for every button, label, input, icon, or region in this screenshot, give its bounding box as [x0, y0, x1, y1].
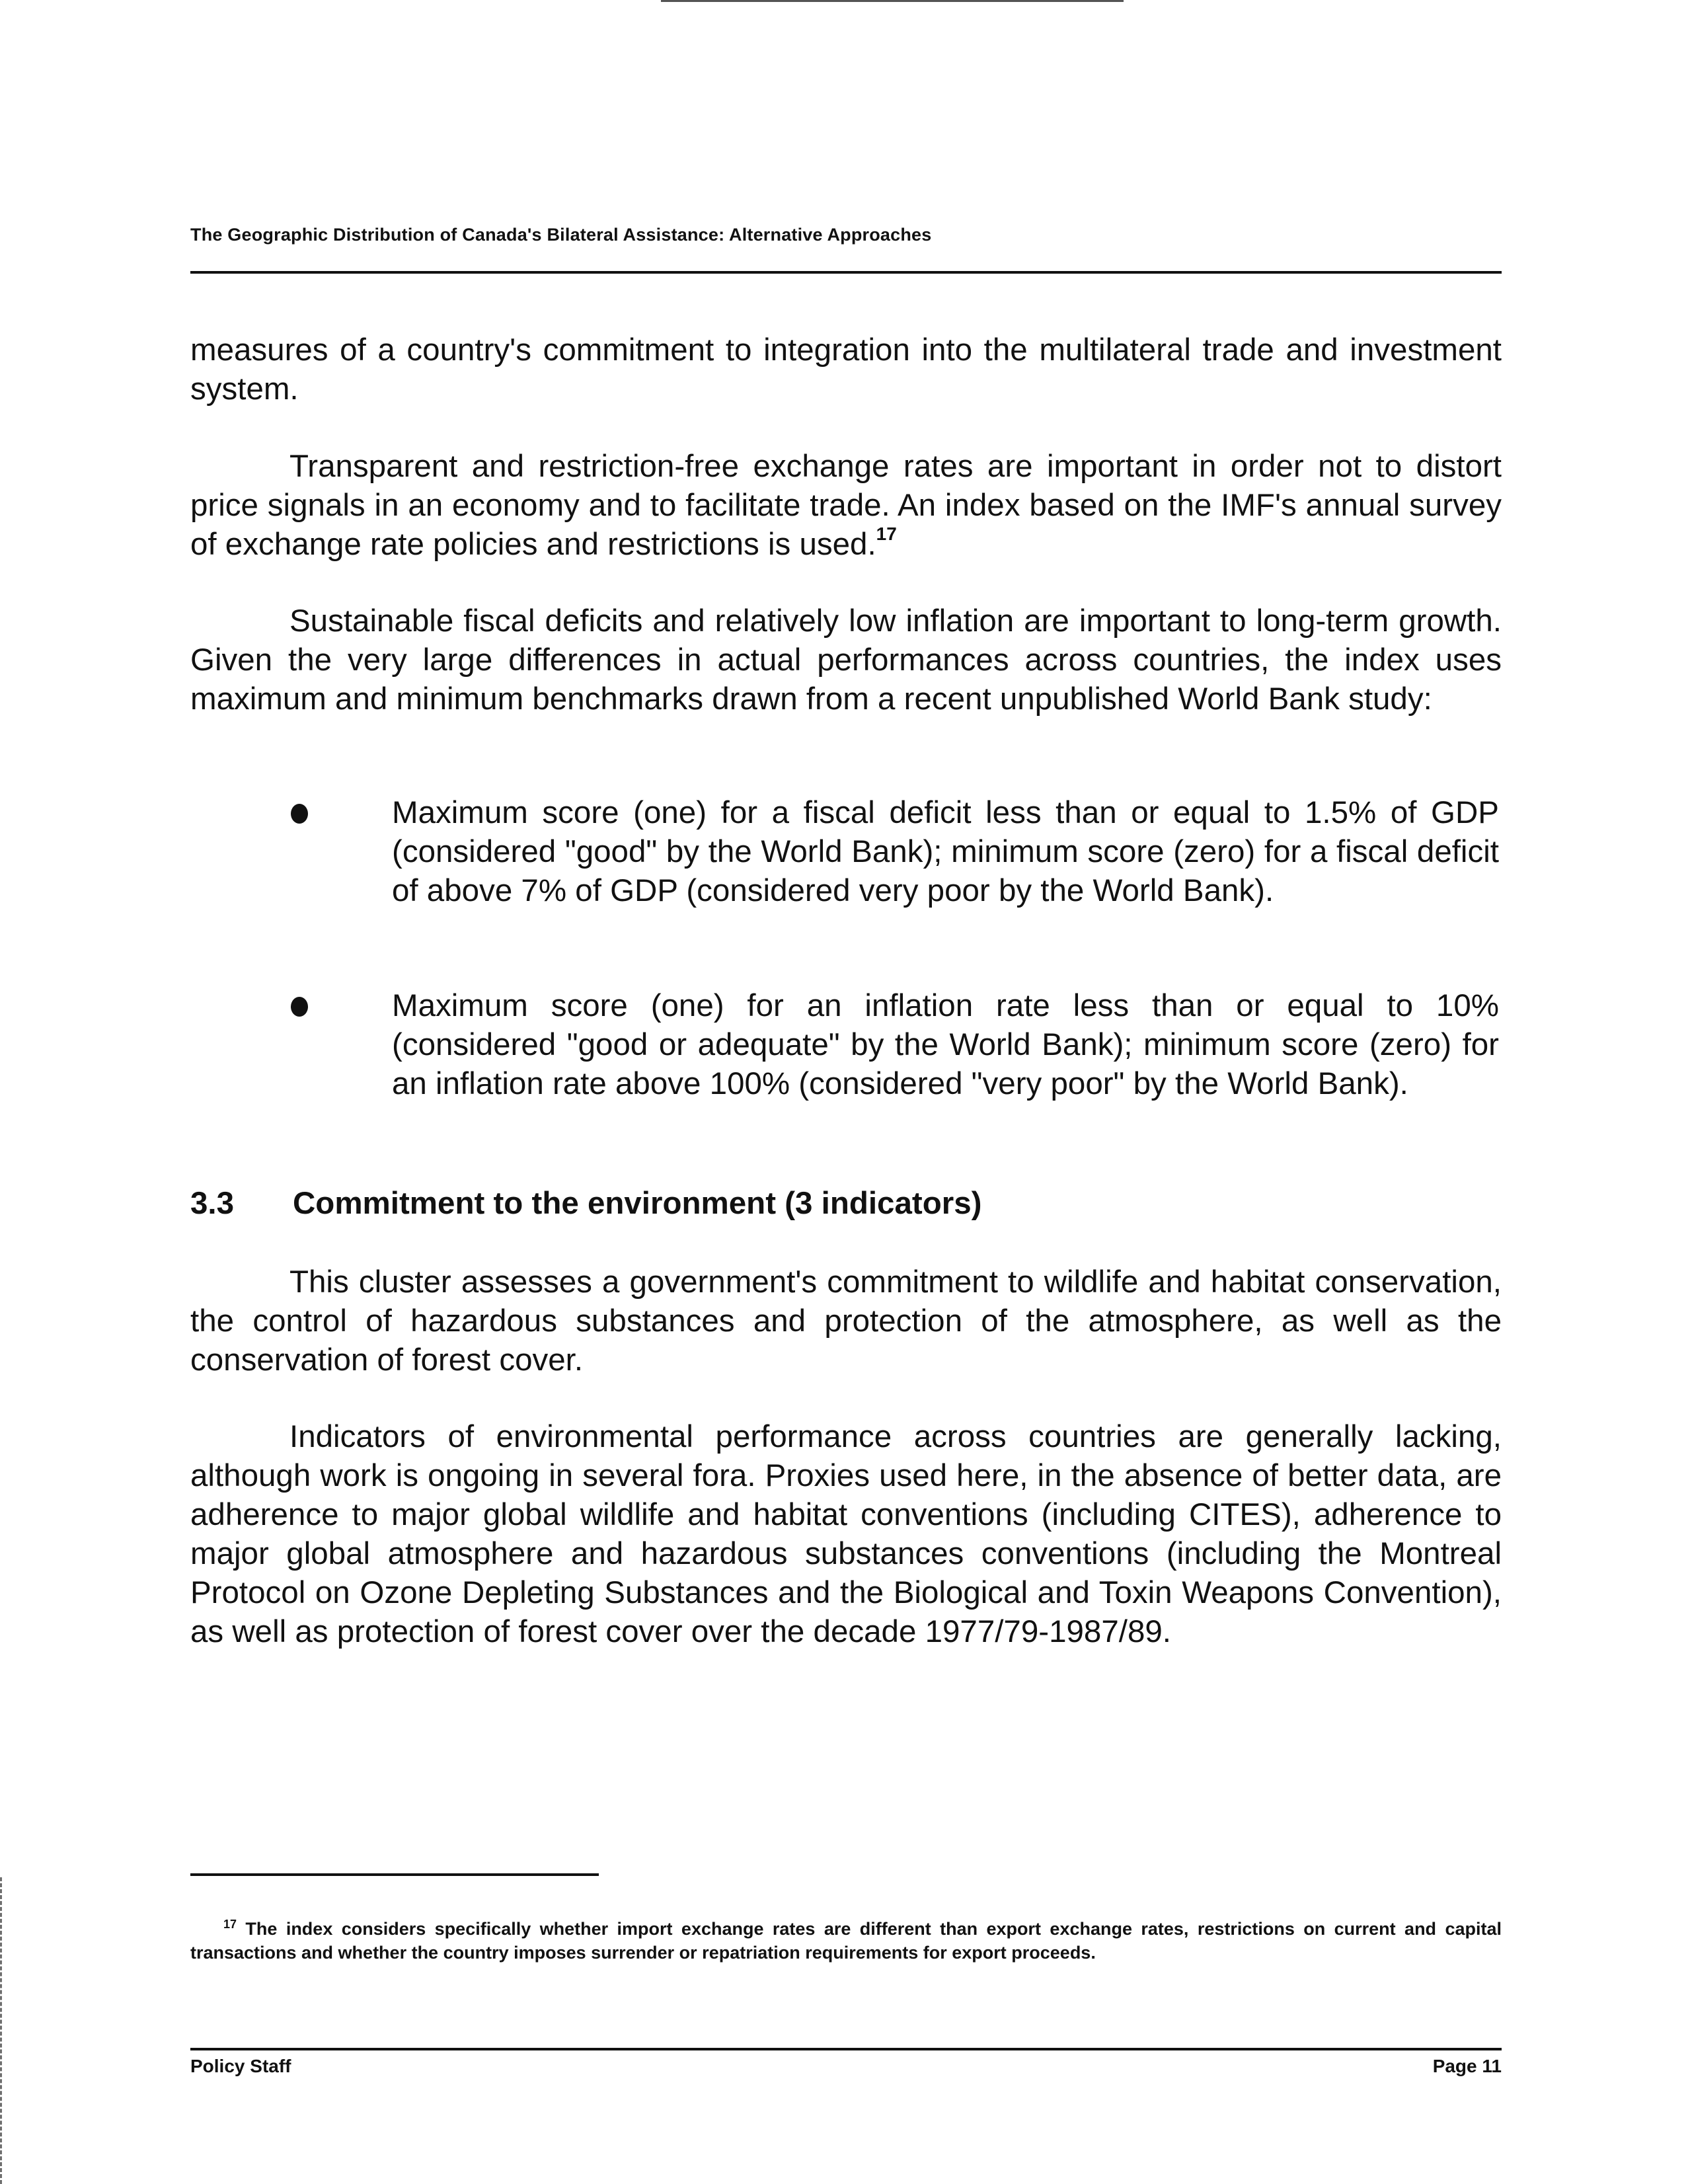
- paragraph-environment-cluster: [190, 1263, 1502, 1380]
- footnote-number: 17: [223, 1918, 237, 1931]
- paragraph-continuation: [190, 331, 1502, 409]
- footer-rule: [190, 2048, 1502, 2050]
- page-number: Page 11: [1432, 2056, 1502, 2076]
- scan-edge-artifact: [0, 1877, 7, 2184]
- footnote-separator: [190, 1873, 599, 1876]
- section-heading: [190, 1185, 981, 1222]
- footnote: [190, 1917, 1502, 1965]
- paragraph-text: measures of a country's commitment to integration into the multilateral trade and investment system.: [190, 332, 1502, 407]
- scan-top-rule: [661, 0, 1124, 2]
- footnote-text-block: [190, 1917, 1502, 1965]
- section-title: Commitment to the environment (3 indicators): [293, 1186, 982, 1221]
- bullet-icon: [291, 997, 308, 1017]
- paragraph-text: This cluster assesses a government's commitment to wildlife and habitat conservation, the control of hazardous substances and protection of the atmosphere, as well as the conservation of forest cover.: [190, 1265, 1502, 1378]
- running-header: The Geographic Distribution of Canada's Bilateral Assistance: Alternative Approaches: [190, 225, 932, 245]
- paragraph-text: Transparent and restriction-free exchange rates are important in order not to distort price signals in an economy and to facilitate trade. An index based on the IMF's annual survey of exchange rate policies and restrictions is used.: [190, 449, 1502, 562]
- paragraph-exchange-rates: [190, 447, 1502, 564]
- list-item-text: Maximum score (one) for an inflation rate less than or equal to 10% (considered "good or adequate" by the World Bank); minimum score (zero) for an inflation rate above 100% (considered "very poor" by the World Bank).: [392, 988, 1499, 1101]
- list-item-text: Maximum score (one) for a fiscal deficit less than or equal to 1.5% of GDP (considered "good" by the World Bank); minimum score (zero) for a fiscal deficit of above 7% of GDP (considered very poor by the World Bank).: [392, 795, 1499, 908]
- paragraph-text: Sustainable fiscal deficits and relatively low inflation are important to long-term growth. Given the very large differences in actual performances across countries, the index uses maximum and minimum benchmarks drawn from a recent unpublished World Bank study:: [190, 604, 1502, 717]
- paragraph-fiscal-deficits: [190, 602, 1502, 719]
- footnote-text: The index considers specifically whether import exchange rates are different than export exchange rates, restrictions on current and capital transactions and whether the country imposes surrender or repatriation requirements for export proceeds.: [190, 1919, 1502, 1963]
- footer-org: Policy Staff: [190, 2056, 291, 2076]
- bullet-icon: [291, 804, 308, 824]
- footnote-reference[interactable]: 17: [876, 524, 897, 544]
- section-number: 3.3: [190, 1186, 235, 1221]
- header-rule: [190, 271, 1502, 274]
- paragraph-text: Indicators of environmental performance across countries are generally lacking, although work is ongoing in several fora. Proxies used here, in the absence of better data, are adherence to major global wildlife and habitat conventions (including CITES), adherence to major global atmosphere and hazardous substances conventions (including the Montreal Protocol on Ozone Depleting Substances and the Biological and Toxin Weapons Convention), as well as protection of forest cover over the decade 1977/79-1987/89.: [190, 1419, 1502, 1649]
- paragraph-environment-indicators: [190, 1417, 1502, 1651]
